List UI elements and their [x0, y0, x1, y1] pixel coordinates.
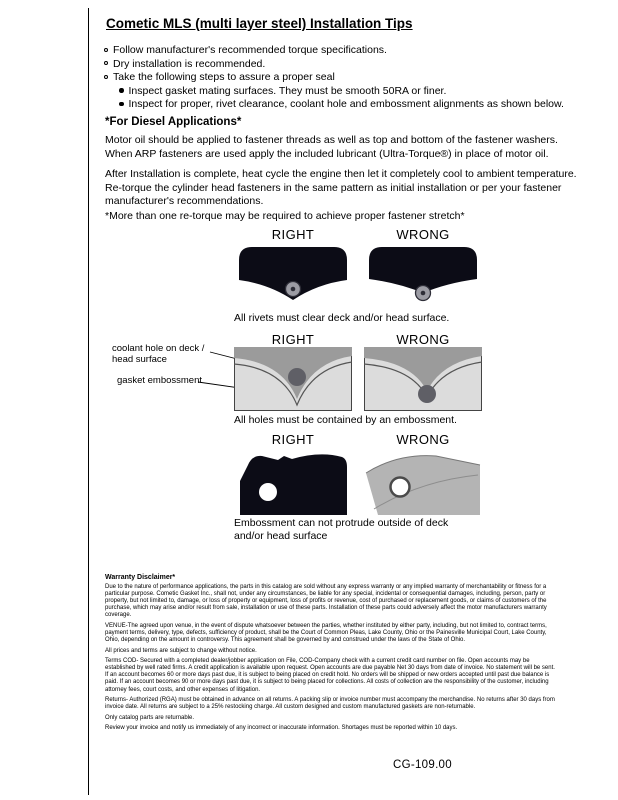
list-item: [119, 85, 584, 98]
solid-bullet-icon: [119, 88, 124, 93]
left-margin-rule: [88, 8, 89, 795]
diagram-hole-right: [234, 347, 352, 411]
disclaimer-paragraph: Review your invoice and notify us immediately of any incorrect or inaccurate information. Shortages must be reported within 10 days.: [105, 725, 458, 732]
wrong-label: WRONG: [396, 332, 450, 347]
tip-text: Dry installation is recommended.: [113, 57, 266, 70]
gasket-embossment-label: gasket embossment: [117, 375, 203, 386]
diesel-paragraph-2: After Installation is complete, heat cycle the engine then let it completely cool to ambient temperature. Re-torque the cylinder head fasteners in the same pattern as initial installation or per your fastener manufacturer's recommendations.: [105, 168, 577, 208]
caption-rivets: All rivets must clear deck and/or head surface.: [234, 312, 450, 324]
wrong-label: WRONG: [396, 432, 450, 447]
diagram-rivet-wrong: [364, 243, 482, 309]
list-item: [104, 71, 584, 84]
retorque-note: *More than one re-torque may be required to achieve proper fastener stretch*: [105, 210, 465, 222]
diagram-embossment-wrong: [364, 447, 482, 515]
caption-embossment: Embossment can not protrude outside of deck and/or head surface: [234, 517, 449, 543]
diagram-rivet-right: [234, 243, 352, 309]
right-label: RIGHT: [271, 332, 315, 347]
disclaimer-heading: Warranty Disclaimer*: [105, 574, 176, 581]
tip-text: Follow manufacturer's recommended torque specifications.: [113, 44, 387, 56]
tips-list: [104, 44, 584, 112]
warranty-disclaimer: [105, 574, 557, 736]
wrong-label: WRONG: [396, 227, 450, 242]
hollow-bullet-icon: [104, 48, 108, 52]
hollow-bullet-icon: [104, 75, 108, 79]
diesel-paragraph-1: Motor oil should be applied to fastener threads as well as top and bottom of the fastener washers. When ARP fasteners are used apply the included lubricant (Ultra-Torque®) in place of motor oil.: [105, 134, 558, 160]
disclaimer-paragraph: Only catalog parts are returnable.: [105, 714, 195, 721]
page-number: CG-109.00: [393, 759, 452, 771]
diagram-hole-wrong: [364, 347, 482, 411]
disclaimer-paragraph: Due to the nature of performance applications, the parts in this catalog are sold without any express warranty or any implied warranty of merchantability or fitness for a particular purpose. Cometic Gasket Inc., shall not, under any circumstances, be liable for any special, incidental or consequential damages, including, person, party or property, but not limited to, damage, or loss of property or equipment, loss of profits or revenue, cost of purchased or replacement goods, or claims of customers of the purchase, which may arise and/or result from sale, installation or use of these parts. Installation of these parts could adversely affect the motor manufacturers warranty coverage.: [105, 584, 547, 619]
disclaimer-paragraph: All prices and terms are subject to change without notice.: [105, 647, 257, 654]
coolant-hole-label: coolant hole on deck / head surface: [112, 343, 205, 365]
list-item: [104, 58, 584, 71]
right-label: RIGHT: [271, 227, 315, 242]
tip-text: Take the following steps to assure a proper seal: [113, 71, 335, 84]
list-item: [104, 44, 584, 57]
page-title: Cometic MLS (multi layer steel) Installation Tips: [106, 16, 413, 31]
diesel-heading: *For Diesel Applications*: [105, 116, 242, 128]
tip-text: Inspect for proper, rivet clearance, coolant hole and embossment alignments as shown below.: [128, 98, 564, 111]
diagram-embossment-right: [234, 447, 352, 515]
solid-bullet-icon: [119, 102, 124, 107]
disclaimer-paragraph: Terms COD- Secured with a completed dealer/jobber application on File, COD-Company check with a current credit card number on file. Open accounts may be established by well rated firms. A credit application is available upon request. Open accounts are due payable Net 30 days from date of invoice. No statement will be sent. If an account becomes 60 or more days past due, it is subject to being placed on credit hold. No orders will be shipped or new orders accepted until past due balance is paid. If an account becomes 90 or more days past due, it is subject to being placed for collections. All costs of collection are the responsibility of the customer, including attorney fees, court costs, and other expenses of litigation.: [105, 658, 555, 693]
right-label: RIGHT: [271, 432, 315, 447]
disclaimer-paragraph: Returns- Authorized (RGA) must be obtained in advance on all returns. A packing slip or invoice number must accompany the merchandise. No returns after 30 days from invoice date. All returns are subject to a 25% restocking charge. All custom designed and custom manufactured gaskets are non-returnable.: [105, 697, 555, 711]
list-item: [119, 98, 584, 111]
caption-holes: All holes must be contained by an embossment.: [234, 414, 457, 426]
hollow-bullet-icon: [104, 61, 108, 65]
tip-text: Inspect gasket mating surfaces. They must be smooth 50RA or finer.: [128, 84, 447, 97]
disclaimer-paragraph: VENUE-The agreed upon venue, in the event of dispute whatsoever between the parties, whether instituted by either party, including, but not limited to, contract terms, payment terms, delivery, type, defects, sufficiency of product, shall be the Court of Common Pleas, Lake County, Ohio or the Painesville Municipal Court, Lake County, Ohio, depending on the amount in controversy. This agreement shall be governed by and construed under the laws of the State of Ohio.: [105, 622, 547, 644]
